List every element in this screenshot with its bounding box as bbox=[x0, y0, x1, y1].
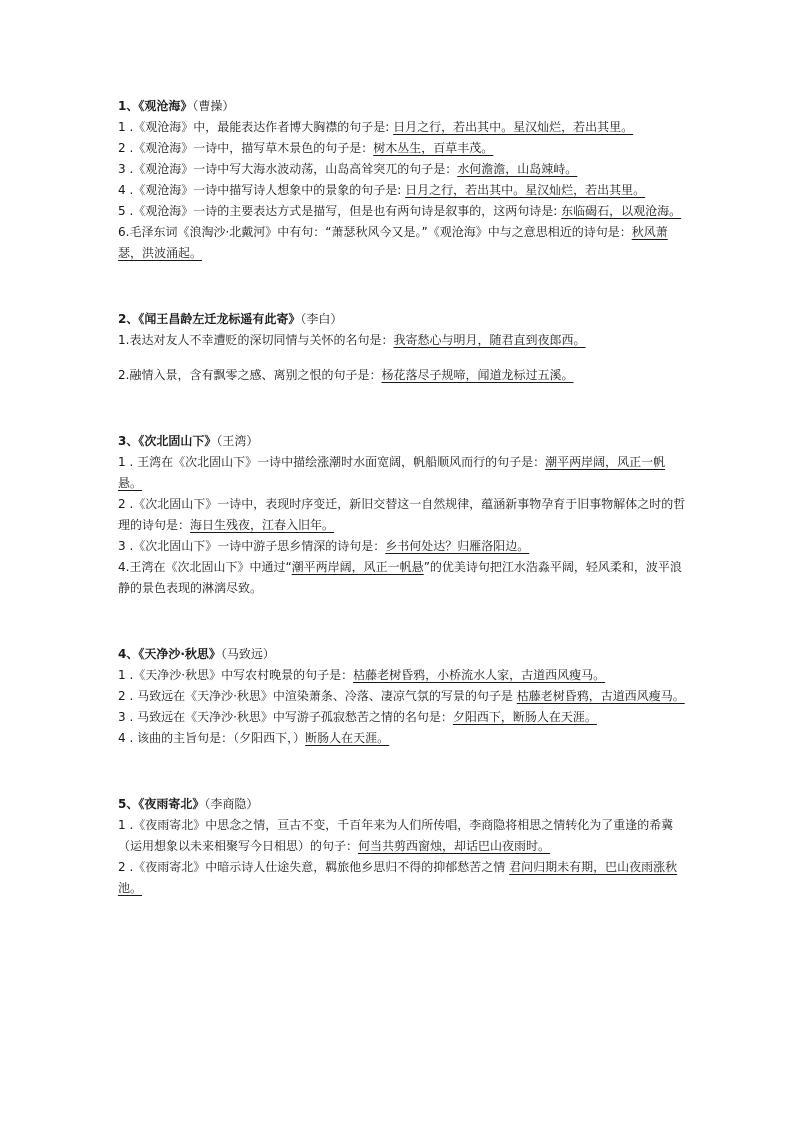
question-item: 1 .《观沧海》中，最能表达作者博大胸襟的句子是: 日月之行，若出其中。星汉灿烂，若出其里。 bbox=[118, 120, 634, 134]
answer-text: 潮平两岸阔，风正一帆悬。 bbox=[118, 455, 666, 490]
section-title: 4、《天净沙·秋思》（马致远） bbox=[118, 647, 275, 661]
answer-text: 夕阳西下，断肠人在天涯。 bbox=[452, 710, 597, 724]
answer-text: 枯藤老树昏鸦，古道西风瘦马。 bbox=[516, 689, 685, 703]
answer-text: 海日生残夜，江春入旧年。 bbox=[190, 518, 335, 532]
answer-text: 树木丛生，百草丰茂。 bbox=[373, 141, 494, 155]
answer-text: 东临碣石，以观沧海。 bbox=[561, 204, 682, 218]
section-ci-bei-gu-shan-xia bbox=[118, 431, 688, 599]
question-item: 1 .《天净沙·秋思》中写农村晚景的句子是：枯藤老树昏鸦，小桥流水人家，古道西风瘦马。 bbox=[118, 668, 606, 682]
question-item: 5 .《观沧海》一诗的主要表达方式是描写，但是也有两句诗是叙事的，这两句诗是: 东临碣石，以观沧海。 bbox=[118, 204, 682, 218]
document-page bbox=[118, 96, 688, 899]
section-title: 2、《闻王昌龄左迁龙标遥有此寄》（李白） bbox=[118, 312, 343, 326]
question-item: 1.表达对友人不幸遭贬的深切同情与关怀的名句是：我寄愁心与明月，随君直到夜郎西。 bbox=[118, 333, 586, 347]
answer-text: 君问归期未有期，巴山夜雨涨秋池。 bbox=[118, 860, 678, 895]
question-item: 2 .《次北固山下》一诗中，表现时序变迁，新旧交替这一自然规律，蕴涵新事物孕育于旧事物解体之时的哲理的诗句是：海日生残夜，江春入旧年。 bbox=[118, 497, 686, 532]
answer-text: 水何澹澹，山岛竦峙。 bbox=[457, 162, 578, 176]
question-item: 2 .《夜雨寄北》中暗示诗人仕途失意，羁旅他乡思归不得的抑郁愁苦之情 君问归期未有期，巴山夜雨涨秋池。 bbox=[118, 860, 678, 895]
question-item: 1 . 王湾在《次北固山下》一诗中描绘涨潮时水面宽阔，帆船顺风而行的句子是：潮平两岸阔，风正一帆悬。 bbox=[118, 455, 666, 490]
answer-text: 杨花落尽子规啼，闻道龙标过五溪。 bbox=[381, 368, 574, 382]
answer-text: 枯藤老树昏鸦，小桥流水人家，古道西风瘦马。 bbox=[353, 668, 606, 682]
question-item: 3 .《次北固山下》一诗中游子思乡情深的诗句是：乡书何处达？归雁洛阳边。 bbox=[118, 539, 530, 553]
answer-text: 何当共剪西窗烛，却话巴山夜雨时。 bbox=[358, 839, 551, 853]
section-wen-wang-chang-ling bbox=[118, 309, 688, 386]
answer-text: 我寄愁心与明月，随君直到夜郎西。 bbox=[393, 333, 586, 347]
section-title: 3、《次北固山下》（王湾） bbox=[118, 434, 259, 448]
section-title: 1、《观沧海》（曹操） bbox=[118, 99, 235, 113]
answer-text: 断肠人在天涯。 bbox=[305, 731, 390, 745]
answer-text: 乡书何处达？归雁洛阳边。 bbox=[385, 539, 530, 553]
question-item: 1 .《夜雨寄北》中思念之情，亘古不变，千百年来为人们所传唱，李商隐将相思之情转化为了重逢的希冀（运用想象以未来相聚写今日相思）的句子：何当共剪西窗烛，却话巴山夜雨时。 bbox=[118, 818, 674, 853]
question-item: 3 .《观沧海》一诗中写大海水波动荡，山岛高耸突兀的句子是：水何澹澹，山岛竦峙。 bbox=[118, 162, 578, 176]
answer-text: 潮平两岸阔，风正一帆悬 bbox=[291, 560, 424, 574]
question-item: 2 .《观沧海》一诗中，描写草木景色的句子是：树木丛生，百草丰茂。 bbox=[118, 141, 494, 155]
section-title: 5、《夜雨寄北》（李商隐） bbox=[118, 797, 259, 811]
section-guan-cang-hai bbox=[118, 96, 688, 264]
question-item: 2.融情入景，含有飘零之感、离别之恨的句子是：杨花落尽子规啼，闻道龙标过五溪。 bbox=[118, 368, 574, 382]
question-item: 6.毛泽东词《浪淘沙·北戴河》中有句：“萧瑟秋风今又是。”《观沧海》中与之意思相近的诗句是：秋风萧瑟，洪波涌起。 bbox=[118, 225, 668, 260]
question-item: 2 . 马致远在《天净沙·秋思》中渲染萧条、冷落、凄凉气氛的写景的句子是 枯藤老树昏鸦，古道西风瘦马。 bbox=[118, 689, 685, 703]
question-item: 4.王湾在《次北固山下》中通过“潮平两岸阔，风正一帆悬”的优美诗句把江水浩淼平阔，轻风柔和，波平浪静的景色表现的淋漓尽致。 bbox=[118, 560, 682, 595]
answer-text: 日月之行，若出其中。星汉灿烂，若出其里。 bbox=[405, 183, 646, 197]
section-ye-yu-ji-bei bbox=[118, 794, 688, 899]
section-tian-jing-sha-qiu-si bbox=[118, 644, 688, 749]
question-item: 4 .《观沧海》一诗中描写诗人想象中的景象的句子是: 日月之行，若出其中。星汉灿烂，若出其里。 bbox=[118, 183, 646, 197]
answer-text: 日月之行，若出其中。星汉灿烂，若出其里。 bbox=[393, 120, 634, 134]
question-item: 3 . 马致远在《天净沙·秋思》中写游子孤寂愁苦之情的名句是：夕阳西下，断肠人在天涯。 bbox=[118, 710, 597, 724]
question-item: 4 . 该曲的主旨句是：（夕阳西下，）断肠人在天涯。 bbox=[118, 731, 390, 745]
answer-text: 秋风萧瑟，洪波涌起。 bbox=[118, 225, 668, 260]
